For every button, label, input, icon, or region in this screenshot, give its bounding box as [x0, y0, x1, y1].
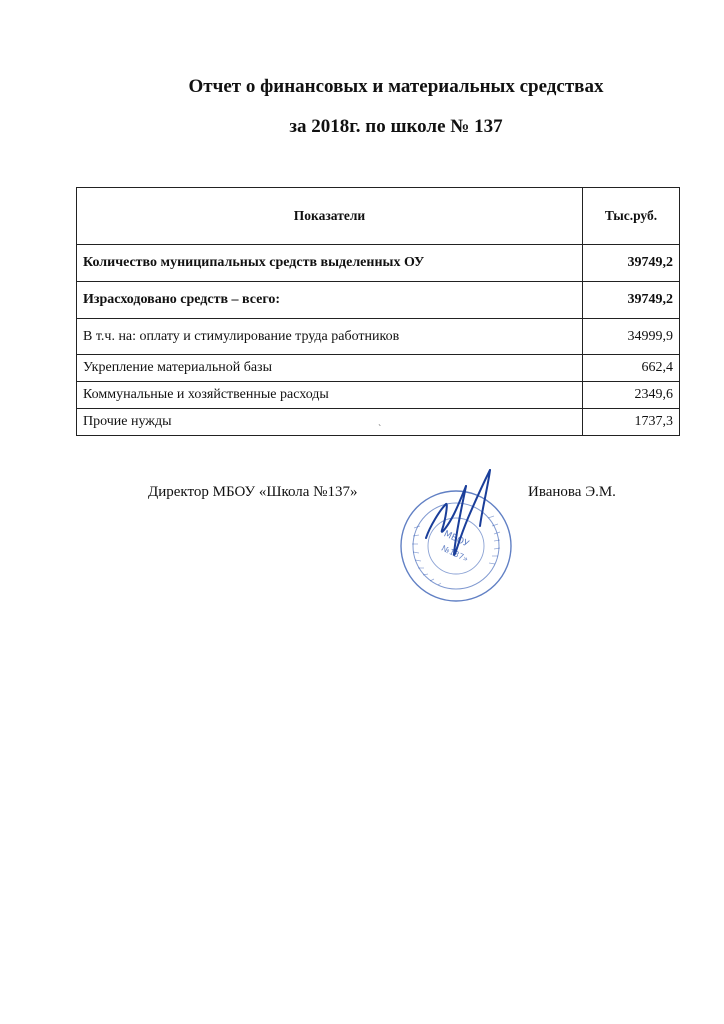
table-row [77, 319, 680, 355]
table-header-row [77, 188, 680, 245]
director-name: Иванова Э.М. [528, 484, 616, 500]
stamp-text: МБОУ [441, 529, 471, 550]
header-thousand-rub: Тыс.руб. [583, 188, 680, 245]
stamp-text: №137» [440, 543, 470, 564]
table-row [77, 355, 680, 382]
director-position: Директор МБОУ «Школа №137» [148, 484, 358, 500]
row-label: Прочие нужды [77, 409, 583, 436]
scan-speck: ` [378, 424, 382, 435]
row-label: Коммунальные и хозяйственные расходы [77, 382, 583, 409]
row-label: Израсходовано средств – всего: [77, 282, 583, 319]
row-value: 34999,9 [583, 319, 680, 355]
report-title: Отчет о финансовых и материальных средствах [188, 76, 604, 97]
row-value: 2349,6 [583, 382, 680, 409]
row-value: 1737,3 [583, 409, 680, 436]
row-value: 39749,2 [583, 282, 680, 319]
signature-icon [426, 470, 490, 555]
row-label: Количество муниципальных средств выделенных ОУ [77, 245, 583, 282]
row-value: 39749,2 [583, 245, 680, 282]
finance-table [76, 187, 680, 436]
table-row [77, 382, 680, 409]
table-row [77, 282, 680, 319]
table-row [77, 245, 680, 282]
row-label: Укрепление материальной базы [77, 355, 583, 382]
header-indicators: Показатели [77, 188, 583, 245]
row-label: В т.ч. на: оплату и стимулирование труда работников [77, 319, 583, 355]
report-subtitle: за 2018г. по школе № 137 [289, 116, 503, 137]
stamp-and-signature [396, 456, 532, 626]
row-value: 662,4 [583, 355, 680, 382]
